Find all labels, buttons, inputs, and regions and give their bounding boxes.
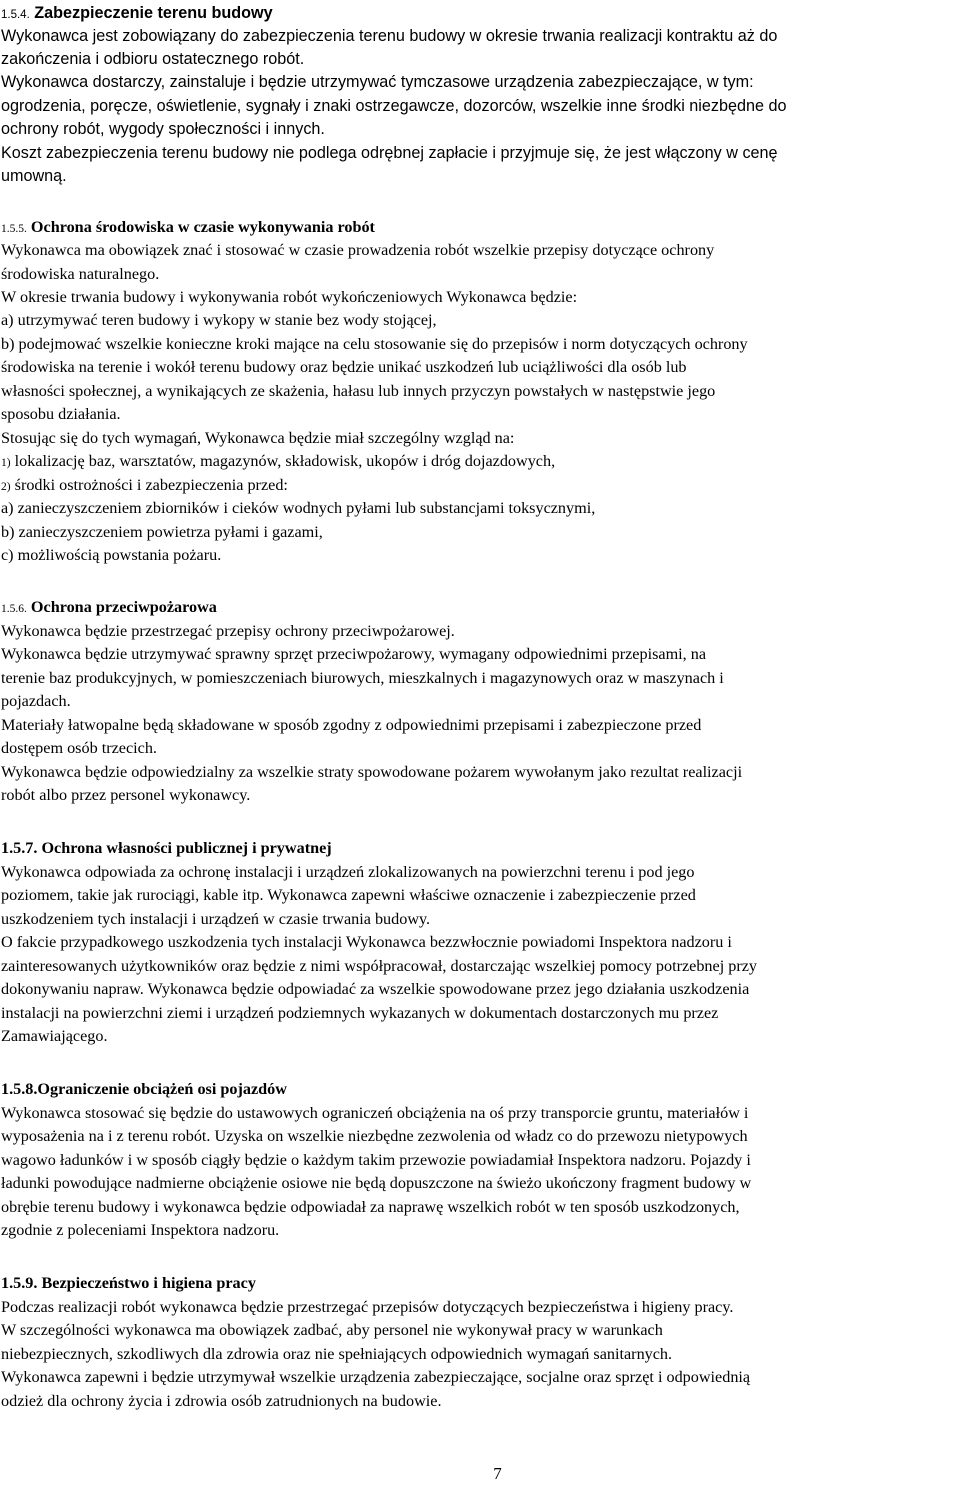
paragraph-line: zgodnie z poleceniami Inspektora nadzoru.	[1, 1221, 280, 1239]
section-number: 1.5.6.	[1, 603, 27, 615]
paragraph-line: obrębie terenu budowy i wykonawca będzie odpowiadał za naprawę wszelkich robót w ten sposób uszkodzonych,	[1, 1198, 740, 1216]
paragraph-line: Wykonawca odpowiada za ochronę instalacji i urządzeń zlokalizowanych na powierzchni terenu i pod jego	[1, 863, 695, 881]
list-marker: 2)	[1, 481, 11, 493]
list-item	[1, 450, 555, 475]
paragraph-line: a) zanieczyszczeniem zbiorników i cieków wodnych pyłami lub substancjami toksycznymi,	[1, 499, 596, 517]
paragraph-line: środowiska na terenie i wokół terenu budowy oraz będzie unikać uszkodzeń lub uciążliwości dla osób lub	[1, 358, 687, 376]
page-number: 7	[493, 1464, 502, 1483]
paragraph-line: ochrony robót, wygody społeczności i innych.	[1, 120, 325, 138]
paragraph-line: środowiska naturalnego.	[1, 265, 160, 283]
paragraph-line: Zamawiającego.	[1, 1027, 108, 1045]
paragraph-line: c) możliwością powstania pożaru.	[1, 546, 222, 564]
section-1-5-7-heading: 1.5.7. Ochrona własności publicznej i prywatnej	[1, 839, 332, 857]
section-number: 1.5.4.	[1, 9, 30, 21]
paragraph-line: Wykonawca będzie utrzymywać sprawny sprzęt przeciwpożarowy, wymagany odpowiednimi przepisami, na	[1, 645, 707, 663]
paragraph-line: uszkodzeniem tych instalacji i urządzeń w czasie trwania budowy.	[1, 910, 431, 928]
paragraph-line: odzież dla ochrony życia i zdrowia osób zatrudnionych na budowie.	[1, 1392, 442, 1410]
paragraph-line: terenie baz produkcyjnych, w pomieszczeniach biurowych, mieszkalnych i magazynowych oraz w maszynach i	[1, 669, 724, 687]
paragraph-line: robót albo przez personel wykonawcy.	[1, 786, 251, 804]
paragraph-line: wyposażenia na i z terenu robót. Uzyska on wszelkie niezbędne zezwolenia od władz co do przewozu nietypowych	[1, 1127, 748, 1145]
paragraph-line: dostępem osób trzecich.	[1, 739, 157, 757]
paragraph-line: Wykonawca będzie odpowiedzialny za wszelkie straty spowodowane pożarem wywołanym jako rezultat realizacji	[1, 763, 743, 781]
paragraph-line: Wykonawca ma obowiązek znać i stosować w czasie prowadzenia robót wszelkie przepisy dotyczące ochrony	[1, 241, 715, 259]
paragraph-line: dokonywaniu napraw. Wykonawca będzie odpowiadać za wszelkie spowodowane przez jego działania uszkodzenia	[1, 980, 750, 998]
paragraph-line: instalacji na powierzchni ziemi i urządzeń podziemnych wykazanych w dokumentach dostarczonych mu przez	[1, 1004, 719, 1022]
paragraph-line: poziomem, takie jak rurociągi, kable itp. Wykonawca zapewni właściwe oznaczenie i zabezpieczenie przed	[1, 886, 696, 904]
paragraph-line: ogrodzenia, poręcze, oświetlenie, sygnały i znaki ostrzegawcze, dozorców, wszelkie inne środki niezbędne do	[1, 97, 787, 115]
paragraph-line: własności społecznej, a wynikających ze skażenia, hałasu lub innych przyczyn powstałych w następstwie jego	[1, 382, 716, 400]
paragraph-line: Wykonawca dostarczy, zainstaluje i będzie utrzymywać tymczasowe urządzenia zabezpieczające, w tym:	[1, 73, 754, 91]
section-1-5-9-heading: 1.5.9. Bezpieczeństwo i higiena pracy	[1, 1274, 256, 1292]
paragraph-line: Podczas realizacji robót wykonawca będzie przestrzegać przepisów dotyczących bezpieczeństwa i higieny pracy.	[1, 1298, 734, 1316]
paragraph-line: pojazdach.	[1, 692, 71, 710]
paragraph-line: Wykonawca stosować się będzie do ustawowych ograniczeń obciążenia na oś przy transporcie gruntu, materiałów i	[1, 1104, 749, 1122]
paragraph-line: Materiały łatwopalne będą składowane w sposób zgodny z odpowiednimi przepisami i zabezpieczone przed	[1, 716, 702, 734]
paragraph-line: W okresie trwania budowy i wykonywania robót wykończeniowych Wykonawca będzie:	[1, 288, 578, 306]
list-item	[1, 474, 288, 499]
list-item-text: środki ostrożności i zabezpieczenia przed:	[14, 476, 288, 494]
paragraph-line: W szczególności wykonawca ma obowiązek zadbać, aby personel nie wykonywał pracy w warunkach	[1, 1321, 663, 1339]
list-marker: 1)	[1, 457, 11, 469]
paragraph-line: O fakcie przypadkowego uszkodzenia tych instalacji Wykonawca bezzwłocznie powiadomi Inspektora nadzoru i	[1, 933, 732, 951]
section-title: Ochrona przeciwpożarowa	[30, 598, 217, 616]
section-title: Ochrona środowiska w czasie wykonywania robót	[30, 218, 375, 236]
paragraph-line: Wykonawca zapewni i będzie utrzymywał wszelkie urządzenia zabezpieczające, socjalne oraz sprzęt i odpowiednią	[1, 1368, 751, 1386]
paragraph-line: umowną.	[1, 167, 67, 185]
paragraph-line: Wykonawca jest zobowiązany do zabezpieczenia terenu budowy w okresie trwania realizacji kontraktu aż do	[1, 27, 778, 45]
paragraph-line: zakończenia i odbioru ostatecznego robót.	[1, 50, 305, 68]
paragraph-line: a) utrzymywać teren budowy i wykopy w stanie bez wody stojącej,	[1, 311, 437, 329]
paragraph-line: niebezpiecznych, szkodliwych dla zdrowia oraz nie spełniających odpowiednich wymagań sanitarnych.	[1, 1345, 673, 1363]
paragraph-line: wagowo ładunków i w sposób ciągły będzie o każdym takim przewozie powiadamiał Inspektora nadzoru. Pojazdy i	[1, 1151, 751, 1169]
paragraph-line: b) podejmować wszelkie konieczne kroki mające na celu stosowanie się do przepisów i norm dotyczących ochrony	[1, 335, 748, 353]
paragraph-line: Wykonawca będzie przestrzegać przepisy ochrony przeciwpożarowej.	[1, 622, 455, 640]
section-1-5-8-heading: 1.5.8.Ograniczenie obciążeń osi pojazdów	[1, 1080, 287, 1098]
section-1-5-4-heading	[1, 2, 273, 27]
paragraph-line: ładunki powodujące nadmierne obciążenie osiowe nie będą dopuszczone na świeżo ukończony fragment budowy w	[1, 1174, 752, 1192]
paragraph-line: zainteresowanych użytkowników oraz będzie z nimi współpracował, dostarczając wszelkiej pomocy potrzebnej przy	[1, 957, 758, 975]
list-item-text: lokalizację baz, warsztatów, magazynów, składowisk, ukopów i dróg dojazdowych,	[14, 452, 556, 470]
paragraph-line: Stosując się do tych wymagań, Wykonawca będzie miał szczególny wzgląd na:	[1, 429, 515, 447]
section-1-5-6-heading	[1, 596, 217, 621]
paragraph-line: Koszt zabezpieczenia terenu budowy nie podlega odrębnej zapłacie i przyjmuje się, że jest włączony w cenę	[1, 144, 778, 162]
paragraph-line: sposobu działania.	[1, 405, 121, 423]
section-number: 1.5.5.	[1, 223, 27, 235]
section-1-5-5-heading	[1, 216, 375, 241]
section-title: Zabezpieczenie terenu budowy	[34, 4, 273, 22]
paragraph-line: b) zanieczyszczeniem powietrza pyłami i gazami,	[1, 523, 323, 541]
